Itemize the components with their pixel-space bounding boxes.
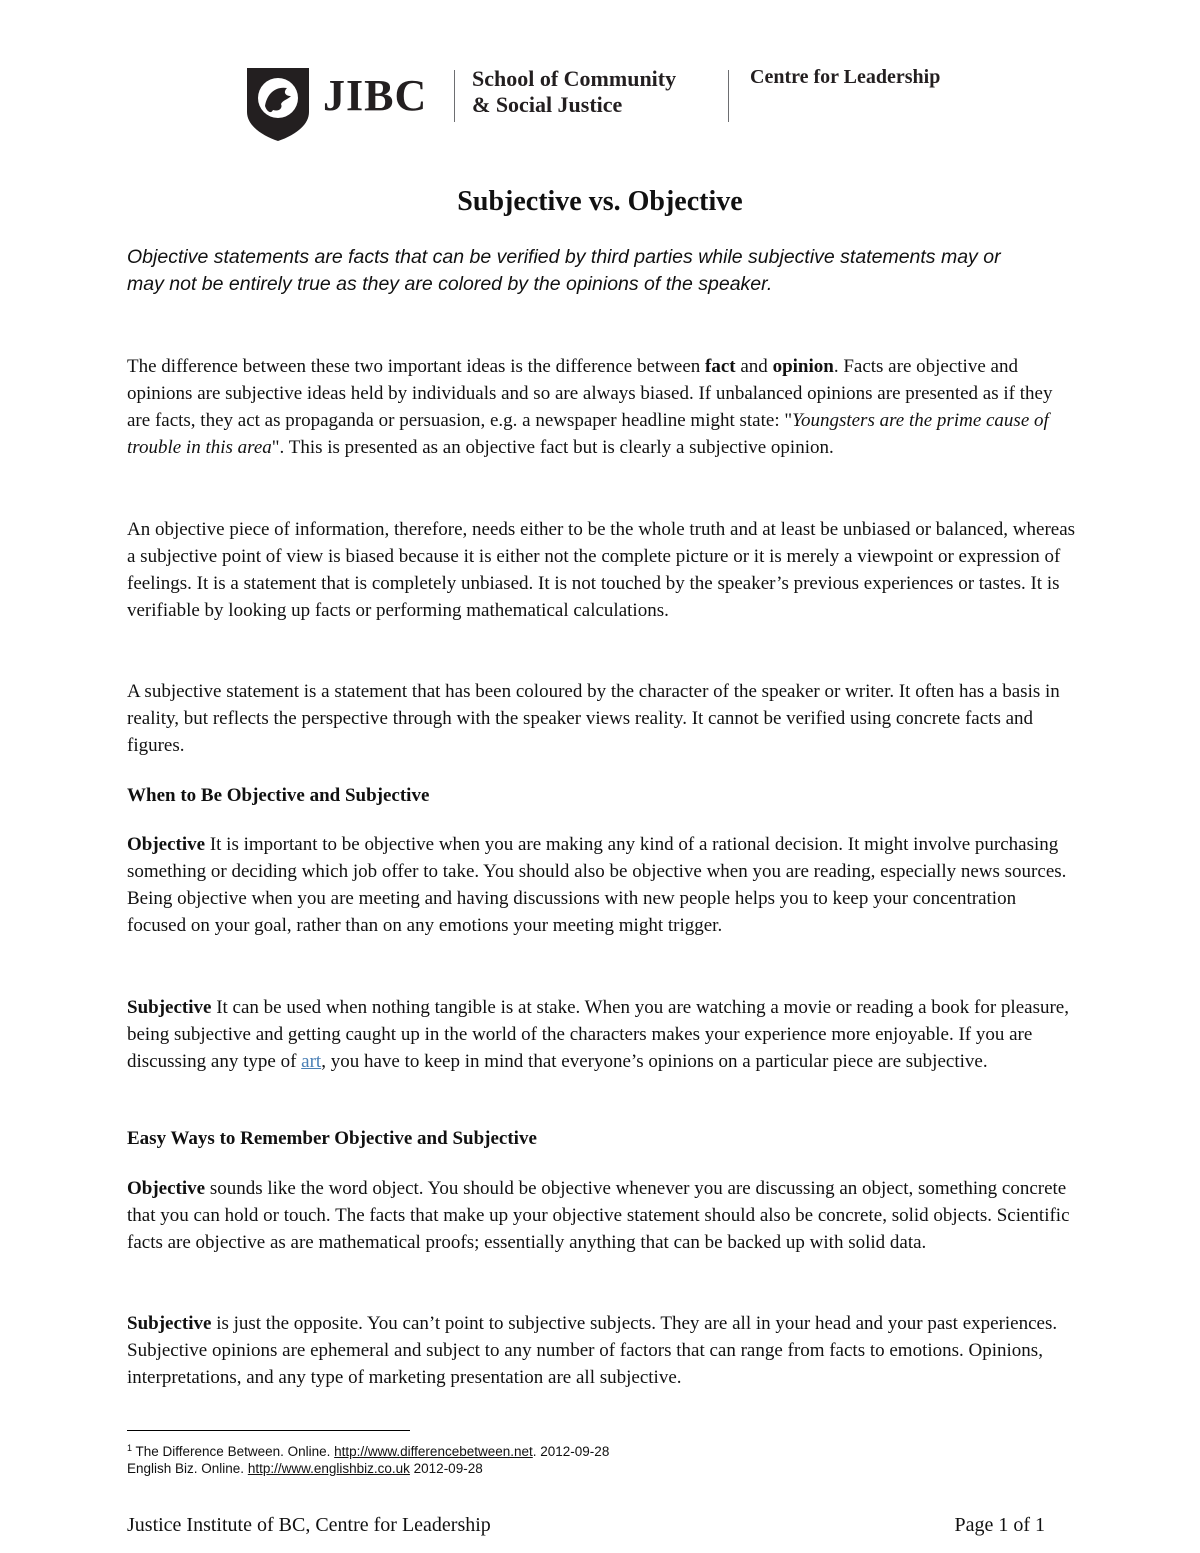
art-link[interactable]: art: [301, 1051, 322, 1072]
paragraph-when-objective: Objective It is important to be objective when you are making any kind of a rational decision. It might involve purchasing something or deciding which job offer to take. You should also be objective when you are reading, especially news sources. Being objective when you are meeting and having discussions with new people helps you to keep your concentration focused on your goal, rather than on any emotions your meeting might trigger.: [127, 834, 1067, 936]
brand-wordmark: JIBC: [323, 71, 428, 120]
paragraph-fact-opinion: The difference between these two important ideas is the difference between fact and opinion. Facts are objective and opinions are subjective ideas held by individuals and so are always biased. If unbalanced opinions are presented as if they are facts, they act as propaganda or persuasion, e.g. a newspaper headline might state: "Youngsters are the prime cause of trouble in this area". This is presented as an objective fact but is clearly a subjective opinion.: [127, 356, 1053, 458]
centre-name: Centre for Leadership: [750, 66, 941, 88]
school-line-1: School of Community: [472, 66, 677, 91]
headline-quote: Youngsters are the prime cause of trouble in this area: [127, 410, 1049, 458]
paragraph-remember-subjective: Subjective is just the opposite. You can’t point to subjective subjects. They are all in your head and your past experiences. Subjective opinions are ephemeral and subject to any number of factors that can range from facts to emotions. Opinions, interpretations, and any type of marketing presentation are all subjective.: [127, 1313, 1058, 1388]
lead-paragraph: Objective statements are facts that can be verified by third parties while subjective statements may or may not be entirely true as they are colored by the opinions of the speaker.: [127, 246, 1001, 295]
jibc-shield-logo: [245, 66, 311, 142]
footer-page-number: Page 1 of 1: [954, 1514, 1045, 1536]
paragraph-remember-objective: Objective sounds like the word object. You should be objective whenever you are discussing an object, something concrete that you can hold or touch. The facts that make up your objective statement should also be concrete, solid objects. Scientific facts are objective as are mathematical proofs; essentially anything that can be backed up with solid data.: [127, 1178, 1070, 1253]
bold-fact: fact: [705, 356, 736, 377]
paragraph-objective-info: An objective piece of information, therefore, needs either to be the whole truth and at least be unbiased or balanced, whereas a subjective point of view is biased because it is either not the complete picture or it is merely a viewpoint or expression of feelings. It is a statement that is completely unbiased. It is not touched by the speaker’s previous experiences or tastes. It is verifiable by looking up facts or performing mathematical calculations.: [127, 519, 1076, 621]
school-name: [472, 66, 676, 118]
footnotes: [127, 1440, 609, 1477]
header-divider: [728, 70, 729, 122]
footnote-1: $^1$ The Difference Between. Online. http://www.differencebetween.net. 2012-09-28: [127, 1443, 610, 1459]
footnote-rule: [127, 1430, 410, 1431]
letterhead: [245, 62, 965, 142]
paragraph-subjective-statement: A subjective statement is a statement that has been coloured by the character of the speaker or writer. It often has a basis in reality, but reflects the perspective through with the speaker views reality. It cannot be verified using concrete facts and figures.: [127, 681, 1060, 756]
footnote-2: English Biz. Online. http://www.englishbiz.co.uk 2012-09-28: [127, 1461, 483, 1476]
page-title: Subjective vs. Objective: [457, 186, 743, 217]
header-divider: [454, 70, 455, 122]
footnote-link-differencebetween[interactable]: http://www.differencebetween.net: [334, 1444, 533, 1459]
bold-opinion: opinion: [772, 356, 834, 377]
footnote-link-englishbiz[interactable]: http://www.englishbiz.co.uk: [247, 1461, 410, 1476]
paragraph-when-subjective: Subjective It can be used when nothing tangible is at stake. When you are watching a movie or reading a book for pleasure, being subjective and getting caught up in the world of the characters makes your experience more enjoyable. If you are discussing any type of art, you have to keep in mind that everyone’s opinions on a particular piece are subjective.: [127, 997, 1069, 1072]
section-heading-when: When to Be Objective and Subjective: [127, 785, 430, 806]
section-heading-remember: Easy Ways to Remember Objective and Subjective: [127, 1128, 537, 1149]
school-line-2: & Social Justice: [472, 92, 623, 117]
footer-organization: Justice Institute of BC, Centre for Leadership: [127, 1514, 491, 1536]
